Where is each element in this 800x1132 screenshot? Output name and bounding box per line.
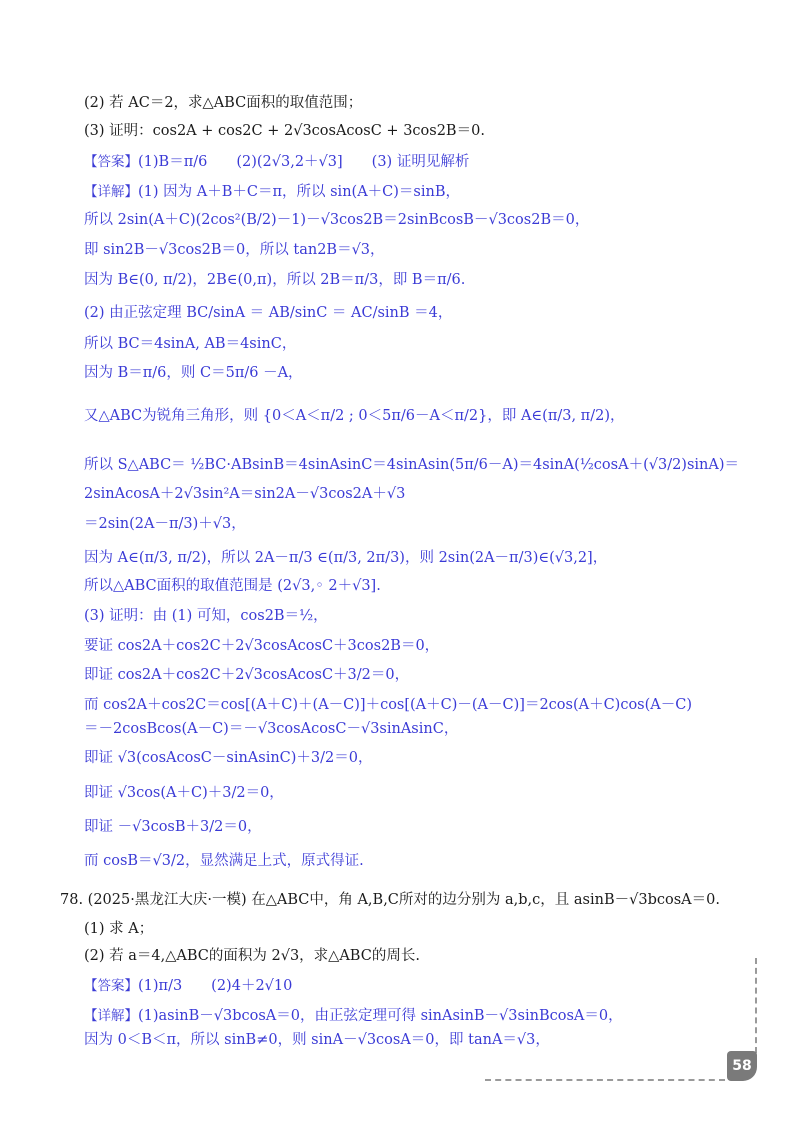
detail-line: [84, 1006, 623, 1026]
detail-line: 又△ABC为锐角三角形，则 {0＜A＜π/2 ; 0＜5π/6－A＜π/2}，即 A∈(π/3, π/2)，: [84, 408, 625, 424]
answer-line: [84, 152, 469, 172]
detail-line: 所以△ABC面积的取值范围是 (2√3,◦ 2＋√3].: [84, 578, 381, 594]
detail-line: 因为 B∈(0, π/2)，2B∈(0,π)，所以 2B＝π/3，即 B＝π/6.: [84, 272, 466, 288]
detail-line: 即证 √3(cosAcosC－sinAsinC)＋3/2＝0，: [84, 750, 373, 766]
detail-line: 2sinAcosA＋2√3sin²A＝sin2A－√3cos2A＋√3: [84, 486, 406, 502]
question-3-text: (3) 证明：cos2A + cos2C + 2√3cosAcosC + 3cos2B＝0.: [84, 123, 485, 139]
page-corner-dashed-border: [755, 958, 757, 1053]
detail-line: (3) 证明：由 (1) 可知，cos2B＝½，: [84, 608, 328, 624]
detail-line: (2) 由正弦定理 BC/sinA ＝ AB/sinC ＝ AC/sinB ＝4，: [84, 305, 453, 321]
detail-text: (1) 因为 A＋B＋C＝π，所以 sin(A＋C)＝sinB，: [138, 184, 460, 200]
detail-tag: 【详解】: [84, 184, 138, 200]
page-number-badge: 58: [727, 1051, 757, 1081]
detail-line: 而 cos2A＋cos2C＝cos[(A＋C)＋(A－C)]＋cos[(A＋C)－(A－C)]＝2cos(A＋C)cos(A－C): [84, 697, 693, 713]
detail-line: 因为 B＝π/6，则 C＝5π/6 －A，: [84, 365, 303, 381]
answer-line: [84, 976, 292, 996]
answer-text: (1)B＝π/6 (2)(2√3,2＋√3] (3) 证明见解析: [138, 154, 470, 170]
problem-78-part-2: (2) 若 a＝4,△ABC的面积为 2√3，求△ABC的周长.: [84, 948, 420, 964]
detail-line: ＝2sin(2A－π/3)＋√3，: [84, 516, 246, 532]
page-bottom-dashed-border: [485, 1079, 725, 1081]
detail-line: 因为 0＜B＜π，所以 sinB≠0，则 sinA－√3cosA＝0，即 tanA＝√3，: [84, 1032, 550, 1048]
detail-line: 因为 A∈(π/3, π/2)，所以 2A－π/3 ∈(π/3, 2π/3)，则 2sin(2A－π/3)∈(√3,2]，: [84, 550, 608, 566]
detail-tag: 【详解】: [84, 1008, 138, 1024]
detail-line: 所以 S△ABC＝ ½BC·ABsinB＝4sinAsinC＝4sinAsin(5π/6－A)＝4sinA(½cosA＋(√3/2)sinA)＝: [84, 457, 740, 473]
detail-line: 即证 √3cos(A＋C)＋3/2＝0，: [84, 785, 284, 801]
answer-text: (1)π/3 (2)4＋2√10: [138, 978, 293, 994]
question-2-text: (2) 若 AC＝2，求△ABC面积的取值范围；: [84, 95, 363, 111]
detail-line: ＝－2cosBcos(A－C)＝－√3cosAcosC－√3sinAsinC，: [84, 721, 459, 737]
problem-78-stem: 78. (2025·黑龙江大庆·一模) 在△ABC中，角 A,B,C所对的边分别为 a,b,c，且 asinB－√3bcosA＝0.: [60, 892, 720, 908]
detail-line: 即 sin2B－√3cos2B＝0，所以 tan2B＝√3，: [84, 242, 385, 258]
detail-line: 即证 －√3cosB＋3/2＝0，: [84, 819, 262, 835]
detail-line: [84, 182, 460, 202]
detail-line: 所以 2sin(A＋C)(2cos²(B/2)－1)－√3cos2B＝2sinBcosB－√3cos2B＝0，: [84, 212, 590, 228]
detail-line: 而 cosB＝√3/2，显然满足上式，原式得证.: [84, 853, 364, 869]
answer-tag: 【答案】: [84, 154, 138, 170]
detail-line: 即证 cos2A＋cos2C＋2√3cosAcosC＋3/2＝0，: [84, 667, 410, 683]
detail-line: 要证 cos2A＋cos2C＋2√3cosAcosC＋3cos2B＝0，: [84, 638, 440, 654]
detail-text: (1)asinB－√3bcosA＝0，由正弦定理可得 sinAsinB－√3sinBcosA＝0，: [138, 1008, 623, 1024]
detail-line: 所以 BC＝4sinA, AB＝4sinC，: [84, 336, 297, 352]
problem-78-part-1: (1) 求 A；: [84, 921, 154, 937]
answer-tag: 【答案】: [84, 978, 138, 994]
